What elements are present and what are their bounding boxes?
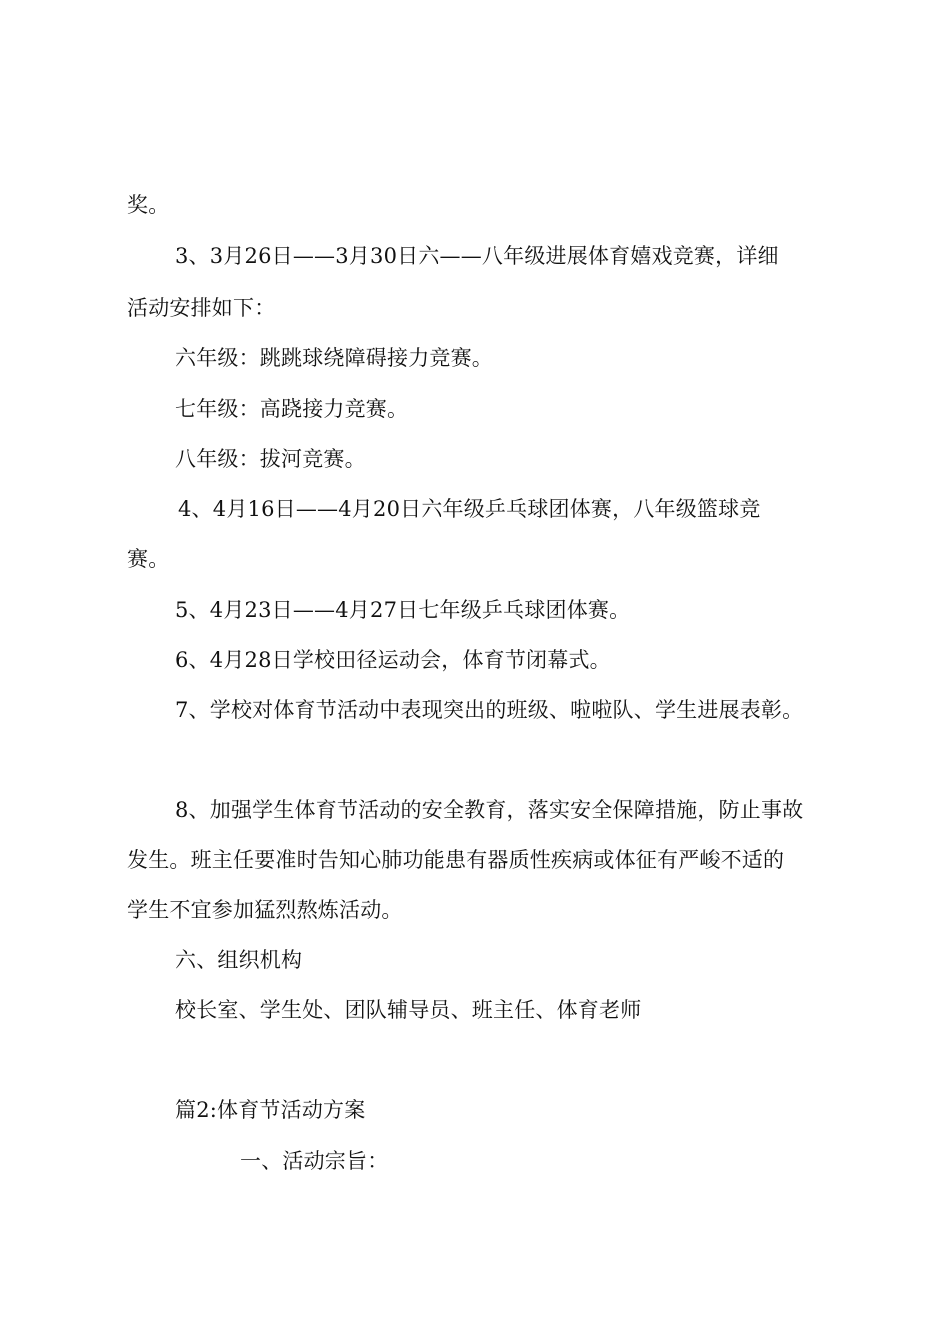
grade-6-item: 六年级：跳跳球绕障碍接力竞赛。 bbox=[175, 346, 493, 370]
section-heading-purpose: 一、活动宗旨： bbox=[240, 1149, 389, 1173]
organization-list: 校长室、学生处、团队辅导员、班主任、体育老师 bbox=[175, 998, 642, 1022]
paragraph-7: 7、学校对体育节活动中表现突出的班级、啦啦队、学生进展表彰。 bbox=[175, 698, 804, 722]
grade-7-item: 七年级：高跷接力竞赛。 bbox=[175, 397, 409, 421]
paragraph-5: 5、4月23日——4月27日七年级乒乓球团体赛。 bbox=[175, 598, 631, 622]
paragraph-4-line-1: 4、4月16日——4月20日六年级乒乓球团体赛，八年级篮球竞 bbox=[178, 497, 761, 521]
paragraph-3-line-1: 3、3月26日——3月30日六——八年级进展体育嬉戏竞赛，详细 bbox=[175, 244, 779, 268]
paragraph-8-line-1: 8、加强学生体育节活动的安全教育，落实安全保障措施，防止事故 bbox=[175, 798, 804, 822]
paragraph-6: 6、4月28日学校田径运动会，体育节闭幕式。 bbox=[175, 648, 611, 672]
paragraph-8-line-2: 发生。班主任要准时告知心肺功能患有器质性疾病或体征有严峻不适的 bbox=[127, 848, 785, 872]
paragraph-3-line-2: 活动安排如下： bbox=[127, 296, 276, 320]
section-heading-organization: 六、组织机构 bbox=[175, 948, 303, 972]
paragraph-8-line-3: 学生不宜参加猛烈熬炼活动。 bbox=[127, 898, 403, 922]
paragraph-4-line-2: 赛。 bbox=[127, 547, 170, 571]
paragraph-line-continuation: 奖。 bbox=[127, 193, 170, 217]
grade-8-item: 八年级：拔河竞赛。 bbox=[175, 447, 366, 471]
chapter-2-title: 篇2:体育节活动方案 bbox=[175, 1098, 366, 1122]
